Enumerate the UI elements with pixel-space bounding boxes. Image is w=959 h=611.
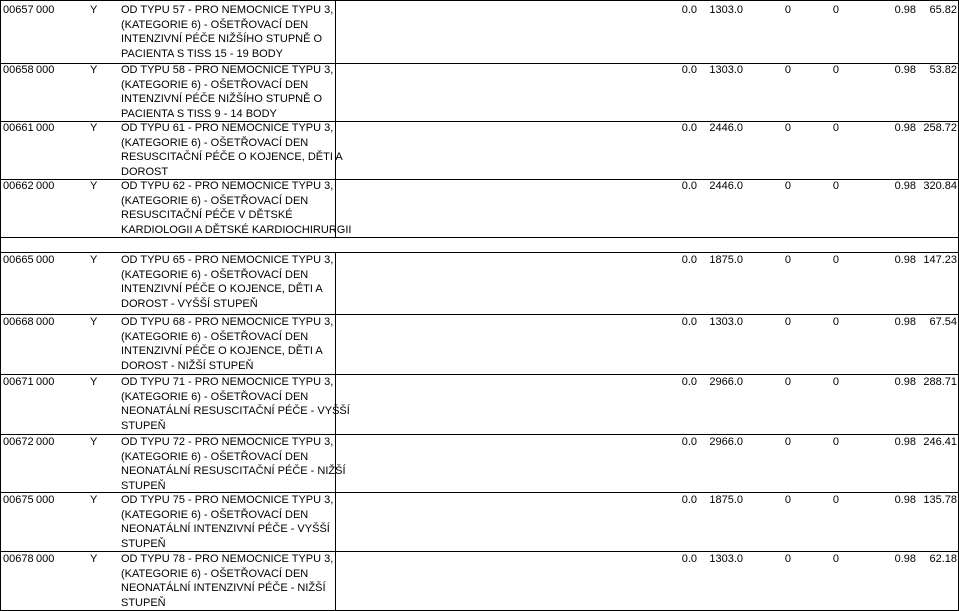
row-code: 00661: [3, 122, 34, 134]
description-line: STUPEŇ: [121, 596, 166, 609]
row-value-d: 0: [832, 553, 839, 565]
row-value-a: 0.0: [681, 553, 697, 565]
row-value-b: 2966.0: [709, 376, 743, 388]
row-value-e: 0.98: [894, 254, 916, 266]
description-line: OD TYPU 78 - PRO NEMOCNICE TYPU 3,: [121, 553, 334, 565]
row-value-b: 1875.0: [709, 494, 743, 506]
row-value-f: 65.82: [929, 4, 957, 16]
description-line: OD TYPU 71 - PRO NEMOCNICE TYPU 3,: [121, 376, 334, 388]
row-description: [121, 63, 333, 121]
row-value-d: 0: [832, 4, 839, 16]
row-value-c: 0: [784, 122, 791, 134]
row-subcode: 000: [36, 376, 55, 388]
description-line: NEONATÁLNÍ RESUSCITAČNÍ PÉČE - NIŽŠÍ: [121, 465, 346, 477]
description-line: OD TYPU 68 - PRO NEMOCNICE TYPU 3,: [121, 316, 334, 328]
row-description: [121, 3, 333, 61]
description-line: STUPEŇ: [121, 479, 166, 492]
description-line: STUPEŇ: [121, 419, 166, 432]
row-value-b: 1303.0: [709, 553, 743, 565]
row-code: 00675: [3, 494, 34, 506]
description-line: (KATEGORIE 6) - OŠETŘOVACÍ DEN: [121, 508, 309, 521]
row-value-b: 1875.0: [709, 254, 743, 266]
row-code: 00672: [3, 436, 34, 448]
row-code: 00665: [3, 254, 34, 266]
row-description: [121, 493, 333, 551]
row-flag: Y: [90, 122, 98, 134]
row-value-e: 0.98: [894, 64, 916, 76]
row-flag: Y: [90, 494, 98, 506]
description-line: INTENZIVNÍ PÉČE O KOJENCE, DĚTI A: [121, 283, 323, 295]
description-line: PACIENTA S TISS 15 - 19 BODY: [121, 47, 284, 60]
row-value-c: 0: [784, 254, 791, 266]
description-line: NEONATÁLNÍ INTENZIVNÍ PÉČE - NIŽŠÍ: [121, 582, 326, 594]
description-line: DOROST: [121, 165, 169, 178]
row-value-b: 1303.0: [709, 316, 743, 328]
row-value-d: 0: [832, 494, 839, 506]
row-flag: Y: [90, 254, 98, 266]
row-subcode: 000: [36, 254, 55, 266]
row-value-f: 288.71: [923, 376, 957, 388]
description-line: NEONATÁLNÍ INTENZIVNÍ PÉČE - VYŠŠÍ: [121, 523, 330, 535]
row-value-c: 0: [784, 553, 791, 565]
row-value-a: 0.0: [681, 494, 697, 506]
row-value-f: 246.41: [923, 436, 957, 448]
description-line: DOROST - NIŽŠÍ STUPEŇ: [121, 359, 254, 372]
row-value-d: 0: [832, 316, 839, 328]
description-line: NEONATÁLNÍ RESUSCITAČNÍ PÉČE - VYŠŠÍ: [121, 405, 350, 417]
row-value-f: 320.84: [923, 180, 957, 192]
row-subcode: 000: [36, 64, 55, 76]
row-value-e: 0.98: [894, 553, 916, 565]
description-line: RESUSCITAČNÍ PÉČE V DĚTSKÉ: [121, 209, 293, 221]
description-line: PACIENTA S TISS 9 - 14 BODY: [121, 107, 277, 120]
row-value-c: 0: [784, 4, 791, 16]
row-value-a: 0.0: [681, 122, 697, 134]
row-flag: Y: [90, 553, 98, 565]
row-value-e: 0.98: [894, 494, 916, 506]
row-value-a: 0.0: [681, 4, 697, 16]
row-code: 00657: [3, 4, 34, 16]
row-value-d: 0: [832, 180, 839, 192]
row-subcode: 000: [36, 553, 55, 565]
row-value-a: 0.0: [681, 254, 697, 266]
row-value-f: 147.23: [923, 254, 957, 266]
description-line: INTENZIVNÍ PÉČE NIŽŠÍHO STUPNĚ O: [121, 93, 323, 105]
row-flag: Y: [90, 376, 98, 388]
row-description: [121, 121, 343, 179]
description-line: (KATEGORIE 6) - OŠETŘOVACÍ DEN: [121, 390, 309, 403]
row-code: 00658: [3, 64, 34, 76]
row-description: [121, 253, 333, 311]
row-value-f: 67.54: [929, 316, 957, 328]
description-line: (KATEGORIE 6) - OŠETŘOVACÍ DEN: [121, 567, 309, 580]
row-flag: Y: [90, 316, 98, 328]
description-line: (KATEGORIE 6) - OŠETŘOVACÍ DEN: [121, 330, 309, 343]
row-value-e: 0.98: [894, 376, 916, 388]
description-line: OD TYPU 62 - PRO NEMOCNICE TYPU 3,: [121, 180, 334, 192]
row-value-b: 1303.0: [709, 64, 743, 76]
description-line: RESUSCITAČNÍ PÉČE O KOJENCE, DĚTI A: [121, 151, 343, 163]
description-line: OD TYPU 58 - PRO NEMOCNICE TYPU 3,: [121, 64, 334, 76]
row-value-d: 0: [832, 64, 839, 76]
row-value-b: 2966.0: [709, 436, 743, 448]
row-value-c: 0: [784, 64, 791, 76]
row-value-b: 2446.0: [709, 180, 743, 192]
row-subcode: 000: [36, 316, 55, 328]
row-code: 00678: [3, 553, 34, 565]
row-flag: Y: [90, 436, 98, 448]
row-code: 00662: [3, 180, 34, 192]
row-value-a: 0.0: [681, 180, 697, 192]
row-description: [121, 315, 333, 373]
row-value-c: 0: [784, 494, 791, 506]
row-subcode: 000: [36, 4, 55, 16]
description-line: INTENZIVNÍ PÉČE O KOJENCE, DĚTI A: [121, 345, 323, 357]
description-line: (KATEGORIE 6) - OŠETŘOVACÍ DEN: [121, 450, 309, 463]
row-value-f: 62.18: [929, 553, 957, 565]
row-value-d: 0: [832, 122, 839, 134]
row-subcode: 000: [36, 436, 55, 448]
row-code: 00668: [3, 316, 34, 328]
description-line: (KATEGORIE 6) - OŠETŘOVACÍ DEN: [121, 78, 309, 91]
row-value-b: 1303.0: [709, 4, 743, 16]
row-value-c: 0: [784, 376, 791, 388]
row-description: [121, 552, 333, 610]
row-description: [121, 179, 351, 237]
row-value-a: 0.0: [681, 436, 697, 448]
row-value-e: 0.98: [894, 4, 916, 16]
row-subcode: 000: [36, 180, 55, 192]
row-value-e: 0.98: [894, 316, 916, 328]
row-value-f: 135.78: [923, 494, 957, 506]
row-value-e: 0.98: [894, 436, 916, 448]
row-value-f: 258.72: [923, 122, 957, 134]
description-line: STUPEŇ: [121, 537, 166, 550]
description-line: (KATEGORIE 6) - OŠETŘOVACÍ DEN: [121, 194, 309, 207]
row-value-a: 0.0: [681, 64, 697, 76]
row-description: [121, 435, 346, 493]
row-value-c: 0: [784, 436, 791, 448]
description-line: OD TYPU 57 - PRO NEMOCNICE TYPU 3,: [121, 4, 334, 16]
description-line: KARDIOLOGII A DĚTSKÉ KARDIOCHIRURGII: [121, 223, 352, 236]
row-flag: Y: [90, 4, 98, 16]
row-value-d: 0: [832, 376, 839, 388]
row-subcode: 000: [36, 122, 55, 134]
row-subcode: 000: [36, 494, 55, 506]
row-value-c: 0: [784, 180, 791, 192]
description-line: (KATEGORIE 6) - OŠETŘOVACÍ DEN: [121, 18, 309, 31]
row-flag: Y: [90, 180, 98, 192]
description-line: OD TYPU 65 - PRO NEMOCNICE TYPU 3,: [121, 254, 334, 266]
row-flag: Y: [90, 64, 98, 76]
row-value-c: 0: [784, 316, 791, 328]
description-line: INTENZIVNÍ PÉČE NIŽŠÍHO STUPNĚ O: [121, 33, 323, 45]
row-value-d: 0: [832, 436, 839, 448]
row-value-a: 0.0: [681, 376, 697, 388]
row-value-e: 0.98: [894, 122, 916, 134]
row-value-d: 0: [832, 254, 839, 266]
row-code: 00671: [3, 376, 34, 388]
row-value-f: 53.82: [929, 64, 957, 76]
description-line: DOROST - VYŠŠÍ STUPEŇ: [121, 297, 258, 310]
row-value-b: 2446.0: [709, 122, 743, 134]
description-line: (KATEGORIE 6) - OŠETŘOVACÍ DEN: [121, 136, 309, 149]
row-description: [121, 375, 350, 433]
row-value-a: 0.0: [681, 316, 697, 328]
description-line: OD TYPU 75 - PRO NEMOCNICE TYPU 3,: [121, 494, 334, 506]
description-line: OD TYPU 72 - PRO NEMOCNICE TYPU 3,: [121, 436, 334, 448]
description-line: (KATEGORIE 6) - OŠETŘOVACÍ DEN: [121, 268, 309, 281]
description-line: OD TYPU 61 - PRO NEMOCNICE TYPU 3,: [121, 122, 334, 134]
row-value-e: 0.98: [894, 180, 916, 192]
